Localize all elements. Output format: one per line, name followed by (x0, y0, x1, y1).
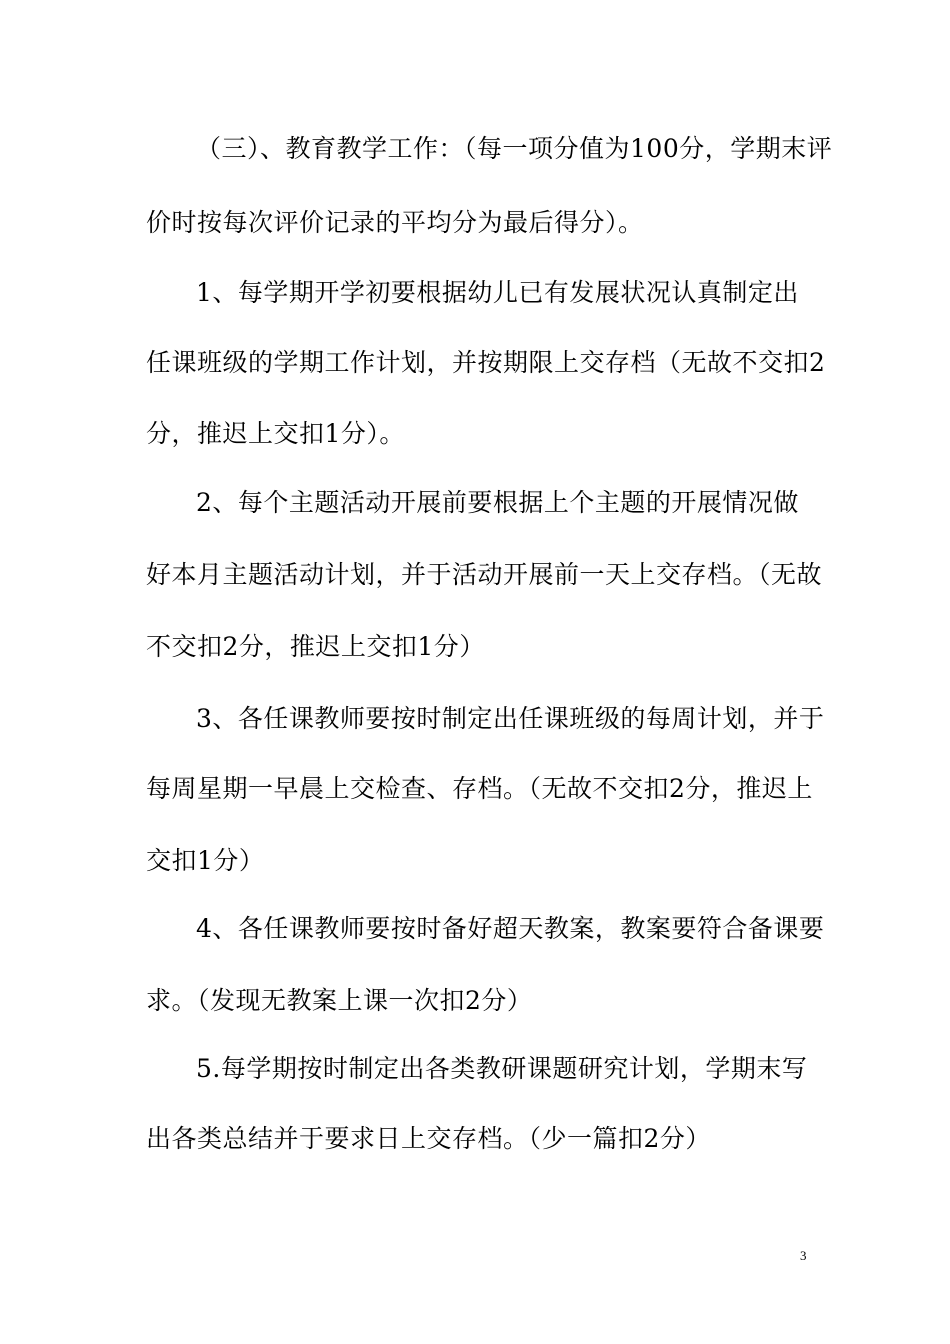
item-1-line-1: 1、每学期开学初要根据幼儿已有发展状况认真制定出 (196, 278, 799, 307)
item-3-line-2: 每周星期一早晨上交检查、存档。（无故不交扣2分，推迟上 (146, 774, 813, 803)
item-2-line-1: 2、每个主题活动开展前要根据上个主题的开展情况做 (196, 488, 799, 517)
item-3-line-3: 交扣1分） (146, 846, 265, 875)
item-5-line-1: 5.每学期按时制定出各类教研课题研究计划，学期末写 (196, 1054, 808, 1083)
item-3-line-1: 3、各任课教师要按时制定出任课班级的每周计划，并于 (196, 704, 825, 733)
page-number: 3 (800, 1248, 807, 1263)
item-2-line-2: 好本月主题活动计划，并于活动开展前一天上交存档。（无故 (146, 560, 823, 589)
item-1-line-2: 任课班级的学期工作计划，并按期限上交存档（无故不交扣2 (146, 348, 826, 377)
item-1-line-3: 分，推迟上交扣1分）。 (146, 419, 405, 448)
section-heading-line: （三）、教育教学工作：（每一项分值为100分，学期末评 (196, 134, 833, 163)
item-4-line-1: 4、各任课教师要按时备好超天教案，教案要符合备课要 (196, 914, 825, 943)
item-5-line-2: 出各类总结并于要求日上交存档。（少一篇扣2分） (146, 1124, 711, 1153)
item-2-line-3: 不交扣2分，推迟上交扣1分） (146, 632, 485, 661)
section-heading-continuation: 价时按每次评价记录的平均分为最后得分）。 (146, 208, 644, 237)
item-4-line-2: 求。（发现无教案上课一次扣2分） (146, 986, 533, 1015)
